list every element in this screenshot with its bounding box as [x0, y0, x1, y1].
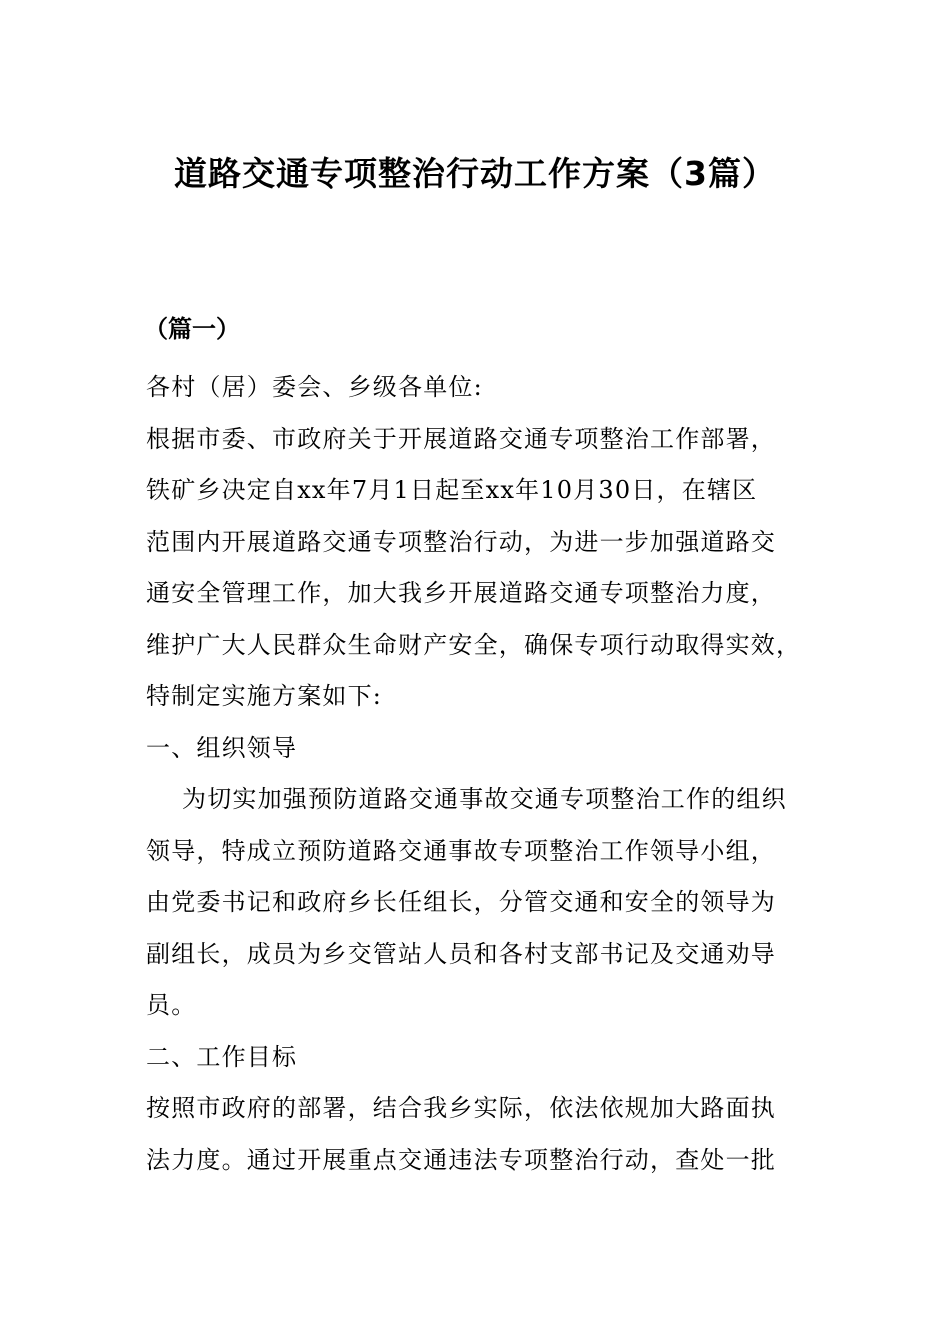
heading-organization: 一、组织领导 [146, 733, 298, 762]
paragraph-line: 特制定实施方案如下: [146, 682, 383, 710]
paragraph-line: 铁矿乡决定自xx年7月1日起至xx年10月30日，在辖区 [146, 476, 758, 504]
paragraph-line: 维护广大人民群众生命财产安全，确保专项行动取得实效， [146, 630, 802, 659]
paragraph-line: 副组长，成员为乡交管站人员和各村支部书记及交通劝导 [146, 939, 776, 968]
paragraph-line: 由党委书记和政府乡长任组长，分管交通和安全的领导为 [146, 888, 776, 916]
section-label: （篇一） [144, 315, 240, 343]
paragraph-line: 为切实加强预防道路交通事故交通专项整治工作的组织 [182, 785, 787, 813]
paragraph-line: 按照市政府的部署，结合我乡实际，依法依规加大路面执 [146, 1094, 776, 1122]
document-title: 道路交通专项整治行动工作方案（3篇） [174, 154, 776, 193]
paragraph-line: 法力度。通过开展重点交通违法专项整治行动，查处一批 [146, 1145, 776, 1174]
paragraph-line: 员。 [146, 991, 197, 1019]
heading-goals: 二、工作目标 [146, 1042, 298, 1071]
paragraph-line: 根据市委、市政府关于开展道路交通专项整治工作部署， [146, 424, 776, 453]
paragraph-line: 领导，特成立预防道路交通事故专项整治工作领导小组， [146, 836, 776, 865]
document-body [146, 362, 806, 1186]
paragraph-line: 范围内开展道路交通专项整治行动，为进一步加强道路交 [146, 527, 776, 556]
paragraph-line: 通安全管理工作，加大我乡开展道路交通专项整治力度， [146, 579, 776, 607]
salutation-line: 各村（居）委会、乡级各单位: [146, 373, 483, 401]
